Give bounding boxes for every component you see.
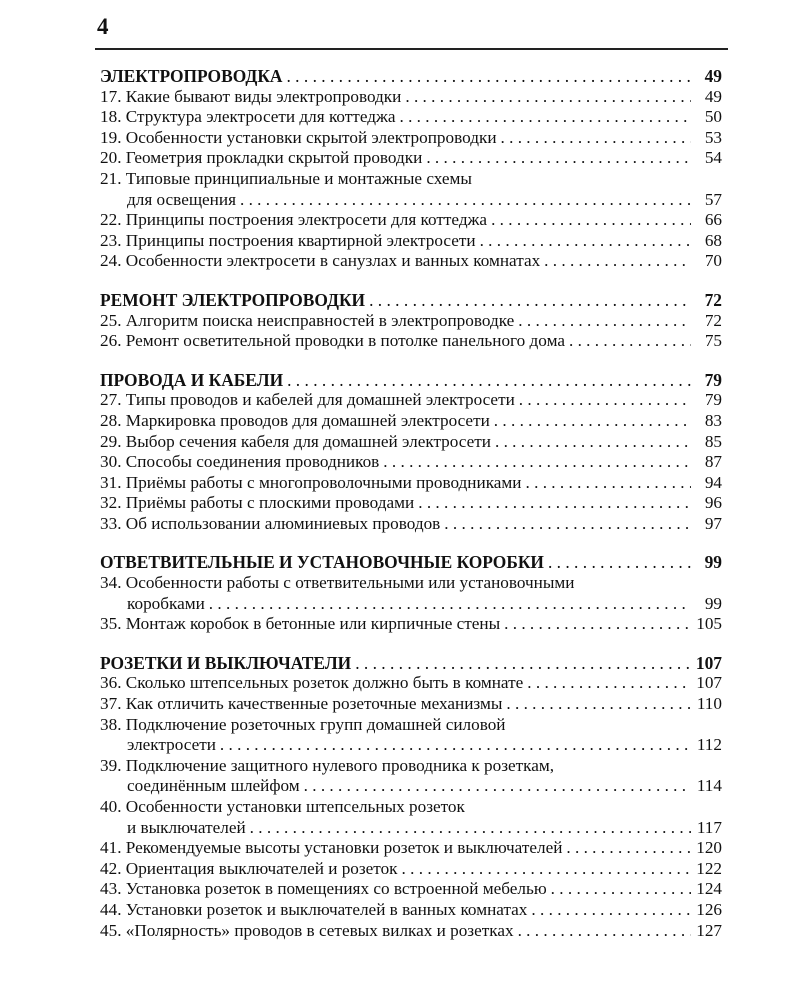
dot-leader — [304, 776, 691, 797]
entry-title: 42. Ориентация выключателей и розеток — [100, 858, 398, 878]
section-title: ЭЛЕКТРОПРОВОДКА — [100, 66, 283, 86]
entry-page-number: 97 — [704, 513, 722, 533]
section-page-number: 49 — [704, 66, 722, 86]
toc-entry-line — [100, 107, 722, 128]
dot-leader — [527, 673, 691, 694]
dot-leader — [444, 514, 691, 535]
toc-entry-line — [100, 756, 722, 777]
entry-title: 17. Какие бывают виды электропроводки — [100, 86, 402, 106]
entry-title: 44. Установки розеток и выключателей в ванных комнатах — [100, 899, 528, 919]
toc-entry-line — [100, 231, 722, 252]
entry-title: 25. Алгоритм поиска неисправностей в электропроводке — [100, 310, 515, 330]
dot-leader — [480, 231, 691, 252]
toc-entry-line — [100, 694, 722, 715]
entry-page-number: 68 — [704, 230, 722, 250]
dot-leader — [418, 493, 691, 514]
entry-title: 29. Выбор сечения кабеля для домашней электросети — [100, 431, 491, 451]
entry-title: 21. Типовые принципиальные и монтажные схемы — [100, 168, 472, 188]
dot-leader — [518, 921, 691, 942]
entry-page-number: 72 — [704, 310, 722, 330]
entry-title: 33. Об использовании алюминиевых проводов — [100, 513, 441, 533]
toc-entry-line — [100, 452, 722, 473]
header-rule — [95, 48, 728, 50]
toc-entry-line — [100, 514, 722, 535]
entry-page-number: 94 — [704, 472, 722, 492]
toc-entry-line — [100, 311, 722, 332]
toc-entry-line — [100, 859, 722, 880]
toc-entry-continuation — [100, 818, 722, 839]
dot-leader — [531, 900, 691, 921]
table-of-contents — [100, 66, 722, 959]
entry-page-number: 49 — [704, 86, 722, 106]
entry-title: 20. Геометрия прокладки скрытой проводки — [100, 148, 423, 168]
dot-leader — [209, 594, 691, 615]
dot-leader — [383, 452, 691, 473]
toc-entry-line — [100, 900, 722, 921]
entry-page-number: 87 — [704, 452, 722, 472]
toc-entry-continuation — [100, 735, 722, 756]
dot-leader — [250, 818, 691, 839]
entry-title-continuation: для освещения — [127, 189, 236, 209]
entry-title: 34. Особенности работы с ответвительными или установочными — [100, 573, 575, 593]
dot-leader — [240, 190, 691, 211]
toc-entry-line — [100, 87, 722, 108]
entry-page-number: 54 — [704, 148, 722, 168]
dot-leader — [566, 838, 691, 859]
toc-entry-line — [100, 921, 722, 942]
entry-title: 36. Сколько штепсельных розеток должно быть в комнате — [100, 673, 524, 693]
toc-entry-line — [100, 169, 722, 190]
toc-entry-continuation — [100, 776, 722, 797]
entry-page-number: 50 — [704, 107, 722, 127]
entry-page-number: 57 — [704, 189, 722, 209]
entry-page-number: 70 — [704, 251, 722, 271]
entry-page-number: 75 — [704, 331, 722, 351]
dot-leader — [220, 735, 691, 756]
section-heading-line — [100, 370, 722, 391]
dot-leader — [501, 128, 691, 149]
section-title: РОЗЕТКИ И ВЫКЛЮЧАТЕЛИ — [100, 652, 352, 673]
toc-entry-line — [100, 838, 722, 859]
entry-page-number: 83 — [704, 410, 722, 430]
toc-section — [100, 653, 722, 941]
dot-leader — [399, 107, 691, 128]
section-title: ОТВЕТВИТЕЛЬНЫЕ И УСТАНОВОЧНЫЕ КОРОБКИ — [100, 552, 544, 573]
entry-page-number: 105 — [696, 614, 722, 634]
entry-page-number: 99 — [704, 593, 722, 613]
toc-section — [100, 552, 722, 634]
section-page-number: 72 — [704, 289, 722, 310]
section-page-number: 79 — [704, 369, 722, 390]
entry-title: 38. Подключение розеточных групп домашней силовой — [100, 714, 506, 734]
entry-title: 23. Принципы построения квартирной электросети — [100, 230, 476, 250]
toc-section — [100, 66, 722, 272]
page-number: 4 — [97, 14, 109, 39]
entry-page-number: 127 — [696, 920, 722, 940]
entry-page-number: 122 — [696, 858, 722, 878]
dot-leader — [491, 210, 691, 231]
toc-entry-continuation — [100, 190, 722, 211]
toc-entry-line — [100, 210, 722, 231]
entry-page-number: 53 — [704, 127, 722, 147]
entry-title: 39. Подключение защитного нулевого проводника к розеткам, — [100, 755, 555, 775]
dot-leader — [402, 859, 691, 880]
dot-leader — [405, 87, 691, 108]
dot-leader — [495, 432, 691, 453]
toc-entry-line — [100, 432, 722, 453]
entry-page-number: 120 — [696, 838, 722, 858]
dot-leader — [548, 552, 691, 573]
toc-section — [100, 370, 722, 535]
toc-entry-line — [100, 390, 722, 411]
dot-leader — [494, 411, 691, 432]
dot-leader — [551, 879, 691, 900]
dot-leader — [544, 251, 691, 272]
dot-leader — [287, 370, 691, 391]
entry-title: 27. Типы проводов и кабелей для домашней электросети — [100, 390, 515, 410]
entry-title: 31. Приёмы работы с многопроволочными проводниками — [100, 472, 522, 492]
toc-entry-line — [100, 797, 722, 818]
entry-title: 18. Структура электросети для коттеджа — [100, 107, 396, 127]
entry-title: 45. «Полярность» проводов в сетевых вилках и розетках — [100, 920, 514, 940]
entry-title-continuation: соединённым шлейфом — [127, 776, 300, 796]
entry-title-continuation: коробками — [127, 593, 205, 613]
entry-title: 19. Особенности установки скрытой электропроводки — [100, 127, 497, 147]
entry-page-number: 66 — [704, 210, 722, 230]
toc-entry-line — [100, 673, 722, 694]
entry-page-number: 107 — [696, 673, 722, 693]
entry-title: 22. Принципы построения электросети для коттеджа — [100, 210, 488, 230]
entry-page-number: 114 — [696, 776, 722, 796]
dot-leader — [355, 653, 691, 674]
toc-entry-line — [100, 251, 722, 272]
entry-title: 35. Монтаж коробок в бетонные или кирпичные стены — [100, 614, 501, 634]
entry-title: 40. Особенности установки штепсельных розеток — [100, 797, 465, 816]
toc-entry-line — [100, 715, 722, 736]
dot-leader — [526, 473, 692, 494]
entry-page-number: 96 — [704, 493, 722, 513]
toc-entry-line — [100, 879, 722, 900]
toc-entry-line — [100, 493, 722, 514]
toc-entry-continuation — [100, 594, 722, 615]
entry-title: 41. Рекомендуемые высоты установки розеток и выключателей — [100, 838, 563, 858]
entry-title: 37. Как отличить качественные розеточные механизмы — [100, 694, 503, 714]
entry-page-number: 79 — [704, 390, 722, 410]
section-page-number: 107 — [695, 652, 722, 673]
entry-title: 43. Установка розеток в помещениях со встроенной мебелью — [100, 879, 547, 899]
dot-leader — [569, 331, 691, 352]
entry-page-number: 112 — [696, 735, 722, 755]
entry-title: 24. Особенности электросети в санузлах и ванных комнатах — [100, 251, 541, 271]
dot-leader — [506, 694, 691, 715]
entry-page-number: 124 — [696, 879, 722, 899]
toc-entry-line — [100, 573, 722, 594]
section-heading-line — [100, 552, 722, 573]
entry-title: 32. Приёмы работы с плоскими проводами — [100, 493, 415, 513]
section-heading-line — [100, 290, 722, 311]
entry-page-number: 110 — [696, 694, 722, 714]
section-page-number: 99 — [704, 552, 722, 573]
entry-title: 28. Маркировка проводов для домашней электросети — [100, 410, 490, 430]
entry-title-continuation: и выключателей — [127, 817, 246, 837]
dot-leader — [519, 390, 691, 411]
dot-leader — [518, 311, 691, 332]
dot-leader — [504, 614, 691, 635]
toc-entry-line — [100, 128, 722, 149]
section-heading-line — [100, 66, 722, 87]
section-title: РЕМОНТ ЭЛЕКТРОПРОВОДКИ — [100, 289, 366, 310]
entry-page-number: 117 — [696, 817, 722, 837]
entry-page-number: 85 — [704, 431, 722, 451]
entry-title-continuation: электросети — [127, 735, 216, 755]
toc-entry-line — [100, 331, 722, 352]
toc-section — [100, 290, 722, 352]
section-title: ПРОВОДА И КАБЕЛИ — [100, 369, 284, 390]
toc-entry-line — [100, 473, 722, 494]
dot-leader — [369, 290, 691, 311]
toc-entry-line — [100, 614, 722, 635]
entry-title: 26. Ремонт осветительной проводки в потолке панельного дома — [100, 331, 565, 351]
section-heading-line — [100, 653, 722, 674]
entry-title: 30. Способы соединения проводников — [100, 452, 380, 472]
dot-leader — [286, 66, 691, 87]
toc-entry-line — [100, 148, 722, 169]
dot-leader — [426, 148, 691, 169]
entry-page-number: 126 — [696, 899, 722, 919]
toc-entry-line — [100, 411, 722, 432]
